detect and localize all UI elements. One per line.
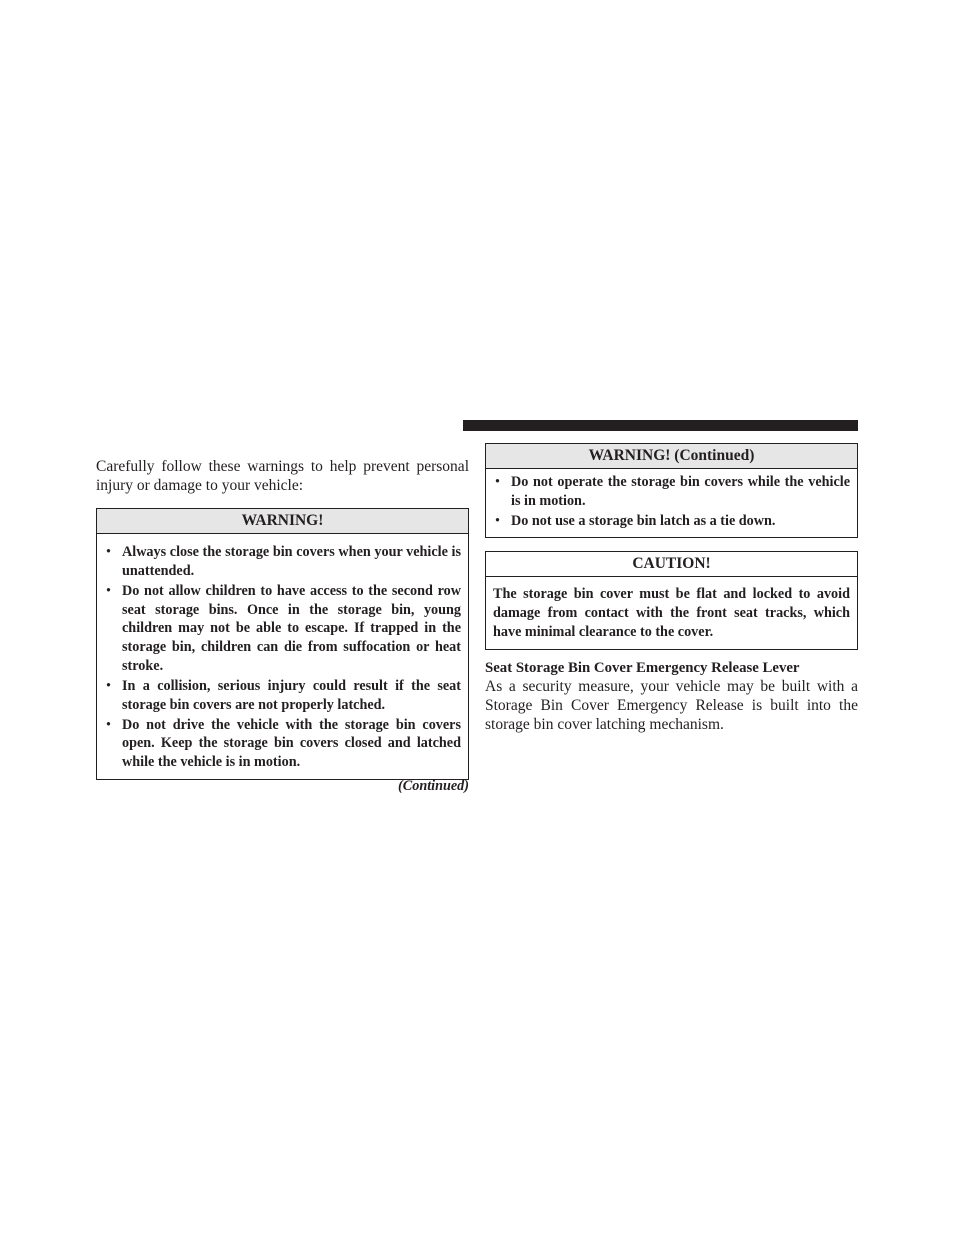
bullet-icon: • [495, 512, 500, 529]
intro-paragraph: Carefully follow these warnings to help prevent personal injury or damage to your vehicle: [96, 458, 469, 494]
warning-list [97, 534, 468, 772]
list-item [495, 512, 850, 531]
list-item-text: Always close the storage bin covers when your vehicle is unattended. [122, 544, 461, 579]
list-item [495, 473, 850, 511]
section-heading: Seat Storage Bin Cover Emergency Release Lever [485, 660, 800, 676]
list-item-text: Do not drive the vehicle with the storage bin covers open. Keep the storage bin covers closed and latched while the vehicle is in motion. [122, 716, 461, 771]
section-body: As a security measure, your vehicle may be built with a Storage Bin Cover Emergency Release is built into the storage bin cover latching mechanism. [485, 678, 858, 733]
warning-title: WARNING! [97, 509, 468, 534]
list-item-text: Do not allow children to have access to the second row seat storage bins. Once in the storage bin, young children may not be able to escape. If trapped in the storage bin, children can die from suffocation or heat stroke. [122, 582, 461, 675]
warning-continued-title: WARNING! (Continued) [486, 444, 857, 469]
list-item-text: Do not operate the storage bin covers while the vehicle is in motion. [511, 474, 850, 509]
warning-box [96, 508, 469, 780]
warning-continued-box [485, 443, 858, 538]
caution-text: The storage bin cover must be flat and locked to avoid damage from contact with the front seat tracks, which have minimal clearance to the cover. [493, 586, 850, 640]
continued-label: (Continued) [398, 778, 469, 794]
caution-box [485, 551, 858, 650]
list-item-text: Do not use a storage bin latch as a tie down. [511, 512, 776, 529]
section-header-bar [463, 420, 858, 431]
bullet-icon: • [106, 677, 111, 694]
list-item [106, 543, 461, 581]
warning-continued-list [486, 469, 857, 531]
bullet-icon: • [106, 716, 111, 733]
bullet-icon: • [106, 544, 111, 560]
bullet-icon: • [495, 474, 500, 490]
list-item [106, 716, 461, 773]
bullet-icon: • [106, 582, 111, 599]
list-item [106, 677, 461, 715]
list-item [106, 582, 461, 677]
list-item-text: In a collision, serious injury could result if the seat storage bin covers are not properly latched. [122, 677, 461, 713]
caution-title: CAUTION! [486, 552, 857, 577]
